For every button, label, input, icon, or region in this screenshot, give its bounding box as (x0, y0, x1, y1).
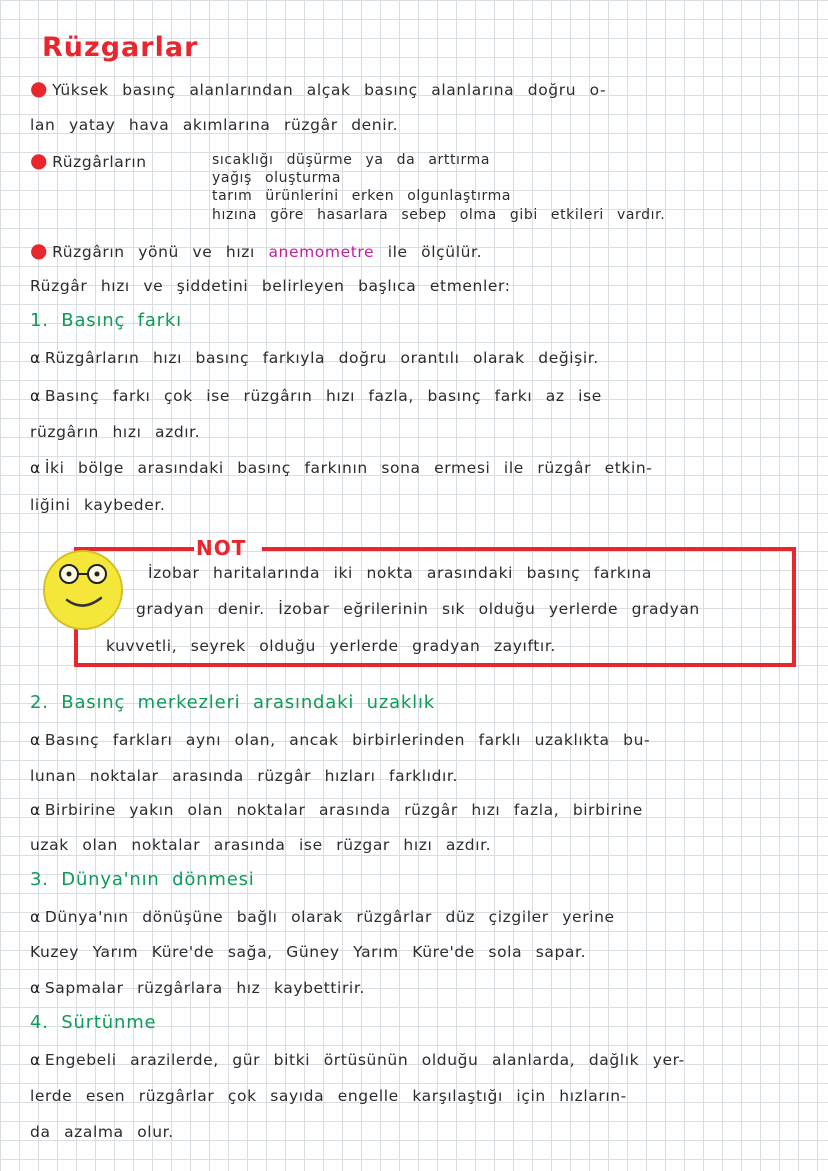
section-text: Sapmalar rüzgârlara hız kaybettirir. (44, 979, 365, 997)
section-text: Dünya'nın dönüşüne bağlı olarak rüzgârlar düz çizgiler yerine (44, 908, 615, 926)
section-1-p1 (30, 348, 599, 368)
section-text: Basınç farkı çok ise rüzgârın hızı fazla, basınç farkı az ise (44, 387, 602, 405)
section-1-heading: 1. Basınç farkı (30, 310, 182, 331)
alpha-bullet: α (30, 459, 41, 477)
section-1-p3 (30, 458, 653, 478)
alpha-bullet: α (30, 908, 41, 926)
bullet-dot: ● (30, 148, 49, 172)
alpha-bullet: α (30, 349, 41, 367)
section-4-p1-cont: lerde esen rüzgârlar çok sayıda engelle karşılaştığı için hızların- (30, 1087, 627, 1105)
section-2-p1 (30, 730, 650, 750)
intro-text: ile ölçülür. (387, 243, 483, 261)
note-line-3: kuvvetli, seyrek olduğu yerlerde gradyan zayıftır. (106, 637, 556, 655)
section-3-p1 (30, 907, 615, 927)
note-label: NOT (196, 536, 247, 560)
intro-bullet-1-cont: lan yatay hava akımlarına rüzgâr denir. (30, 116, 399, 134)
effect-item: yağış oluşturma (212, 170, 342, 186)
note-line-2: gradyan denir. İzobar eğrilerinin sık olduğu yerlerde gradyan (136, 600, 700, 618)
section-3-p2 (30, 978, 365, 998)
section-1-p2 (30, 386, 602, 406)
section-3-heading: 3. Dünya'nın dönmesi (30, 869, 255, 890)
alpha-bullet: α (30, 979, 41, 997)
alpha-bullet: α (30, 387, 41, 405)
section-2-p2-cont: uzak olan noktalar arasında ise rüzgar hızı azdır. (30, 836, 492, 854)
section-text: Rüzgârların hızı basınç farkıyla doğru orantılı olarak değişir. (44, 349, 599, 367)
section-2-p2 (30, 800, 643, 820)
section-text: Birbirine yakın olan noktalar arasında rüzgâr hızı fazla, birbirine (44, 801, 643, 819)
note-border-top (262, 547, 796, 551)
intro-bullet-2 (30, 150, 147, 172)
alpha-bullet: α (30, 731, 41, 749)
effect-item: tarım ürünlerini erken olgunlaştırma (212, 188, 512, 204)
intro-text: Rüzgârın yönü ve hızı (52, 243, 255, 261)
alpha-bullet: α (30, 801, 41, 819)
section-text: Engebeli arazilerde, gür bitki örtüsünün olduğu alanlarda, dağlık yer- (44, 1051, 685, 1069)
intro-bullet-3 (30, 240, 482, 262)
section-4-p1-end: da azalma olur. (30, 1123, 174, 1141)
alpha-bullet: α (30, 1051, 41, 1069)
effect-item: sıcaklığı düşürme ya da arttırma (212, 152, 491, 168)
effect-item: hızına göre hasarlara sebep olma gibi etkileri vardır. (212, 207, 666, 223)
page-title: Rüzgarlar (42, 32, 199, 63)
section-text: Basınç farkları aynı olan, ancak birbirlerinden farklı uzaklıkta bu- (44, 731, 651, 749)
section-1-p2-cont: rüzgârın hızı azdır. (30, 423, 201, 441)
intro-bullet-1 (30, 78, 606, 100)
section-4-p1 (30, 1050, 685, 1070)
factors-line: Rüzgâr hızı ve şiddetini belirleyen başlıca etmenler: (30, 277, 511, 295)
section-1-p3-cont: liğini kaybeder. (30, 496, 166, 514)
anemometer-term: anemometre (268, 243, 375, 261)
section-2-heading: 2. Basınç merkezleri arasındaki uzaklık (30, 692, 435, 713)
section-text: İki bölge arasındaki basınç farkının sona ermesi ile rüzgâr etkin- (44, 459, 653, 477)
section-4-heading: 4. Sürtünme (30, 1012, 157, 1033)
bullet-dot: ● (30, 238, 49, 262)
section-2-p1-cont: lunan noktalar arasında rüzgâr hızları farklıdır. (30, 767, 458, 785)
section-3-p1-cont: Kuzey Yarım Küre'de sağa, Güney Yarım Küre'de sola sapar. (30, 943, 587, 961)
bullet-dot: ● (30, 76, 49, 100)
intro-text: Rüzgârların (52, 153, 147, 171)
smiley-with-glasses-icon (41, 548, 125, 632)
note-line-1: İzobar haritalarında iki nokta arasındaki basınç farkına (148, 564, 652, 582)
intro-text: Yüksek basınç alanlarından alçak basınç alanlarına doğru o- (52, 81, 607, 99)
